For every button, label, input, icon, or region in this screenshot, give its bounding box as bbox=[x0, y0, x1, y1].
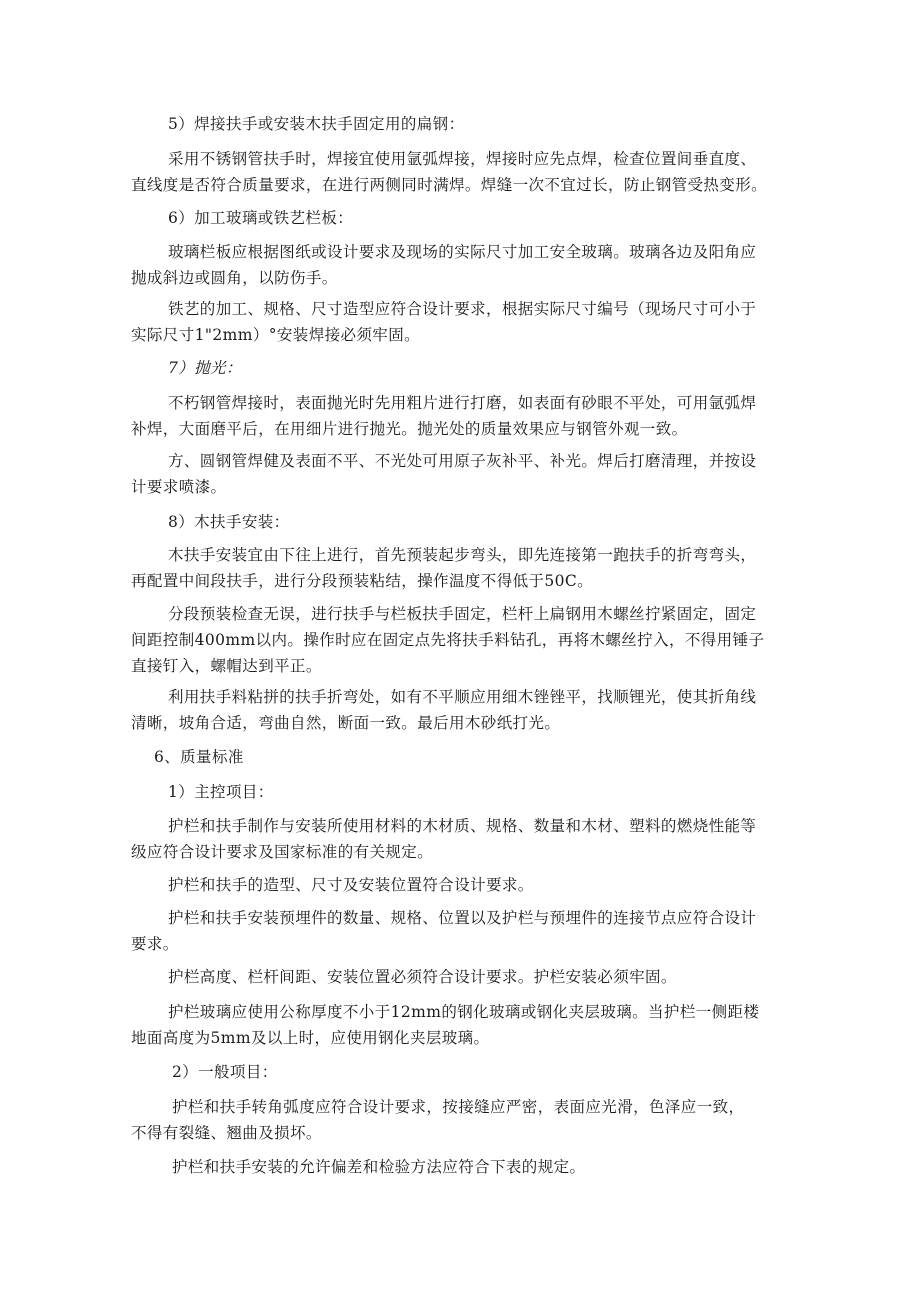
section-heading: 2）一般项目： bbox=[172, 1063, 278, 1081]
paragraph-line: 级应符合设计要求及国家标准的有关规定。 bbox=[131, 843, 434, 861]
paragraph-line: 护栏和扶手安装的允许偏差和检验方法应符合下表的规定。 bbox=[172, 1158, 586, 1176]
paragraph-line: 直接钉入，螺帽达到平正。 bbox=[131, 657, 322, 675]
paragraph-line: 护栏和扶手制作与安装所使用材料的木材质、规格、数量和木材、塑料的燃烧性能等 bbox=[168, 817, 757, 835]
paragraph-line: 护栏和扶手转角弧度应符合设计要求，按接缝应严密，表面应光滑，色泽应一致， bbox=[172, 1098, 745, 1116]
paragraph-line: 抛成斜边或圆角，以防伤手。 bbox=[131, 269, 338, 287]
section-heading: 6、质量标准 bbox=[154, 748, 244, 766]
paragraph-line: 实际尺寸1"2mm）°安装焊接必须牢固。 bbox=[131, 326, 420, 344]
section-heading: 7）抛光： bbox=[168, 359, 242, 377]
paragraph-line: 护栏和扶手的造型、尺寸及安装位置符合设计要求。 bbox=[168, 876, 534, 894]
paragraph-line: 护栏和扶手安装预埋件的数量、规格、位置以及护栏与预埋件的连接节点应符合设计 bbox=[168, 909, 757, 927]
paragraph-line: 间距控制400mm以内。操作时应在固定点先将扶手料钻孔，再将木螺丝拧入，不得用锤子 bbox=[131, 631, 765, 649]
paragraph-line: 补焊，大面磨平后，在用细片进行抛光。抛光处的质量效果应与钢管外观一致。 bbox=[131, 420, 688, 438]
paragraph-line: 要求。 bbox=[131, 935, 179, 953]
paragraph-line: 利用扶手料粘拼的扶手折弯处，如有不平顺应用细木锉锉平，找顺锂光，使其折角线 bbox=[168, 688, 757, 706]
paragraph-line: 方、圆钢管焊健及表面不平、不光处可用原子灰补平、补光。焊后打磨清理，并按设 bbox=[168, 452, 757, 470]
paragraph-line: 再配置中间段扶手，进行分段预装粘结，操作温度不得低于50C。 bbox=[131, 572, 594, 590]
paragraph-line: 分段预装检查无误，进行扶手与栏板扶手固定，栏杆上扁钢用木螺丝拧紧固定，固定 bbox=[168, 605, 757, 623]
section-heading: 1）主控项目： bbox=[168, 783, 274, 801]
paragraph-line: 地面高度为5mm及以上时，应使用钢化夹层玻璃。 bbox=[131, 1029, 490, 1047]
paragraph-line: 护栏高度、栏杆间距、安装位置必须符合设计要求。护栏安装必须牢固。 bbox=[168, 968, 677, 986]
paragraph-line: 不朽钢管焊接时，表面抛光时先用粗片进行打磨，如表面有砂眼不平处，可用氩弧焊 bbox=[168, 394, 757, 412]
section-heading: 8）木扶手安装： bbox=[168, 513, 290, 531]
paragraph-line: 铁艺的加工、规格、尺寸造型应符合设计要求，根据实际尺寸编号（现场尺寸可小于 bbox=[168, 300, 757, 318]
section-heading: 6）加工玻璃或铁艺栏板： bbox=[168, 209, 354, 227]
paragraph-line: 玻璃栏板应根据图纸或设计要求及现场的实际尺寸加工安全玻璃。玻璃各边及阳角应 bbox=[168, 243, 757, 261]
paragraph-line: 木扶手安装宜由下往上进行，首先预装起步弯头，即先连接第一跑扶手的折弯弯头， bbox=[168, 546, 757, 564]
paragraph-line: 计要求喷漆。 bbox=[131, 478, 227, 496]
paragraph-line: 护栏玻璃应使用公称厚度不小于12mm的钢化玻璃或钢化夹层玻璃。当护栏一侧距楼 bbox=[168, 1003, 760, 1021]
paragraph-line: 采用不锈钢管扶手时，焊接宜使用氩弧焊接，焊接时应先点焊，检查位置间垂直度、 bbox=[168, 150, 757, 168]
paragraph-line: 清晰，坡角合适，弯曲自然，断面一致。最后用木砂纸打光。 bbox=[131, 714, 561, 732]
paragraph-line: 不得有裂缝、翘曲及损坏。 bbox=[131, 1124, 322, 1142]
paragraph-line: 直线度是否符合质量要求，在进行两侧同时满焊。焊缝一次不宜过长，防止钢管受热变形。 bbox=[131, 176, 768, 194]
section-heading: 5）焊接扶手或安装木扶手固定用的扁钢： bbox=[168, 115, 465, 133]
